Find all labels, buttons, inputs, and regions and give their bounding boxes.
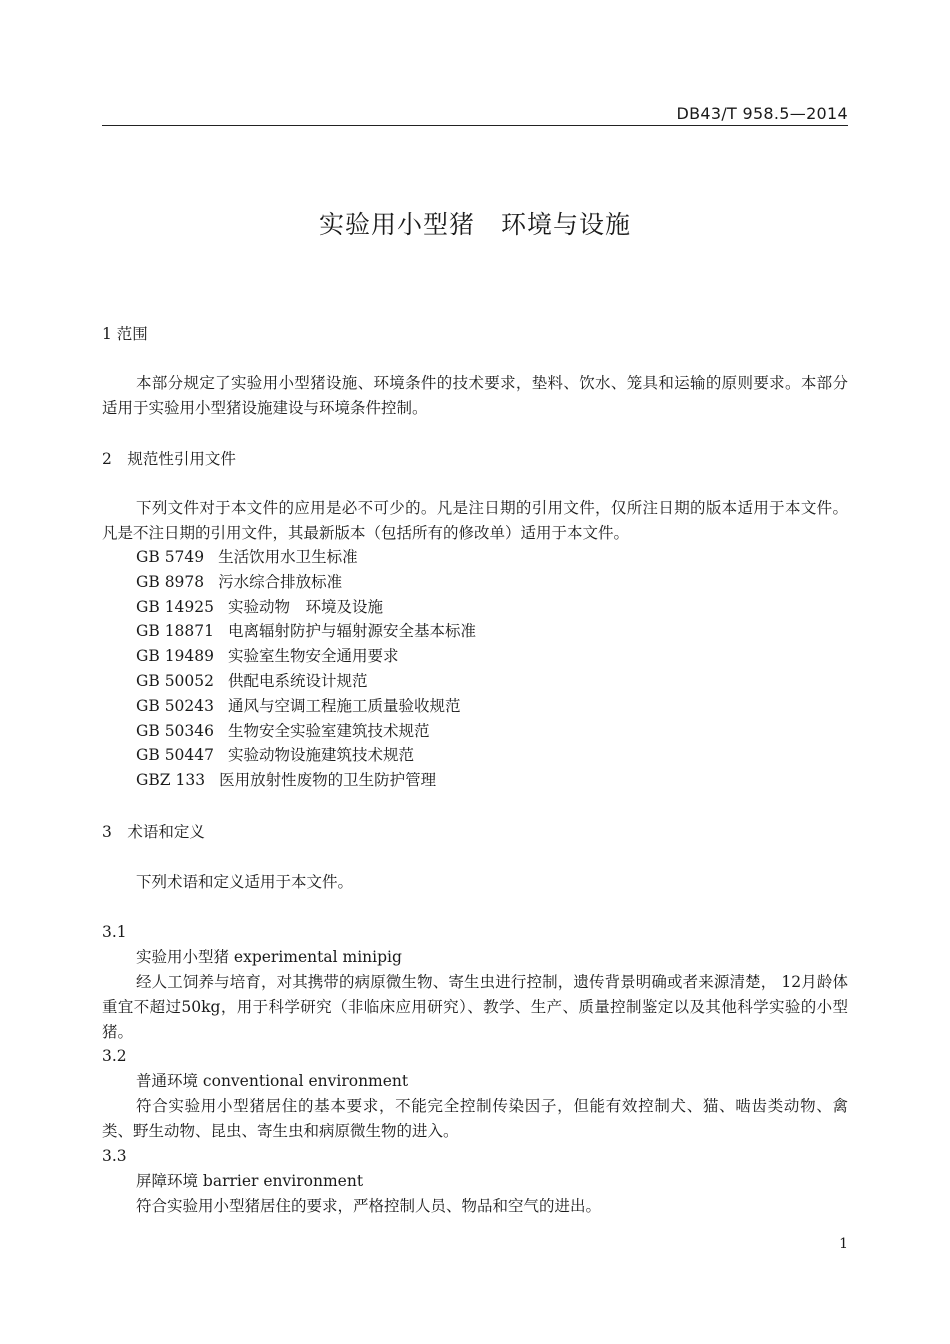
reference-title: 电离辐射防护与辐射源安全基本标准: [228, 622, 477, 641]
reference-title: 污水综合排放标准: [218, 572, 343, 591]
reference-title: 实验动物设施建筑技术规范: [228, 746, 415, 765]
reference-code: GB 50243: [136, 696, 215, 715]
reference-code: GB 14925: [136, 597, 215, 616]
reference-title: 通风与空调工程施工质量验收规范: [228, 696, 461, 715]
header-divider: [102, 125, 848, 126]
term-name: 实验用小型猪 experimental minipig: [136, 948, 402, 966]
document-title: 实验用小型猪 环境与设施: [318, 210, 631, 239]
reference-code: GB 18871: [136, 622, 215, 641]
term-definition: 符合实验用小型猪居住的要求，严格控制人员、物品和空气的进出。: [136, 1197, 602, 1215]
term-definition: 经人工饲养与培育，对其携带的病原微生物、寄生虫进行控制，遗传背景明确或者来源清楚， 12月龄体重宜不超过50kg，用于科学研究（非临床应用研究）、教学、生产、质量控制鉴定以及其他科学实验的小型猪。: [102, 973, 848, 1041]
term-number: 3.1: [102, 923, 127, 941]
reference-title: 实验动物 环境及设施: [228, 597, 384, 616]
reference-item: [136, 619, 476, 644]
section-1-body: 本部分规定了实验用小型猪设施、环境条件的技术要求，垫料、饮水、笼具和运输的原则要求。本部分适用于实验用小型猪设施建设与环境条件控制。: [102, 374, 848, 417]
reference-code: GB 50346: [136, 721, 215, 740]
reference-code: GB 5749: [136, 548, 205, 566]
reference-item: [136, 595, 476, 620]
term-number: 3.3: [102, 1147, 127, 1165]
reference-title: 生活饮用水卫生标准: [218, 548, 358, 566]
reference-code: GB 50447: [136, 746, 215, 765]
reference-item: [136, 694, 476, 719]
reference-code: GB 19489: [136, 647, 215, 666]
reference-code: GBZ 133: [136, 771, 206, 790]
term-name: 普通环境 conventional environment: [136, 1072, 409, 1090]
section-1-heading: 1 范围: [102, 325, 148, 343]
reference-item: [136, 719, 476, 744]
reference-code: GB 8978: [136, 572, 205, 591]
term-number: 3.2: [102, 1047, 127, 1065]
page-number: 1: [839, 1236, 848, 1252]
reference-item: [136, 570, 476, 595]
standard-code: DB43/T 958.5—2014: [676, 104, 848, 123]
reference-item: [136, 743, 476, 768]
reference-code: GB 50052: [136, 671, 215, 690]
reference-item: [136, 545, 476, 570]
normative-reference-list: [136, 545, 476, 793]
section-2-heading: 2 规范性引用文件: [102, 450, 236, 468]
reference-item: [136, 644, 476, 669]
reference-item: [136, 669, 476, 694]
section-2-body: 下列文件对于本文件的应用是必不可少的。凡是注日期的引用文件，仅所注日期的版本适用于本文件。凡是不注日期的引用文件，其最新版本（包括所有的修改单）适用于本文件。: [102, 499, 848, 542]
reference-title: 生物安全实验室建筑技术规范: [228, 721, 430, 740]
reference-title: 实验室生物安全通用要求: [228, 647, 399, 666]
reference-title: 医用放射性废物的卫生防护管理: [219, 771, 437, 790]
section-3-heading: 3 术语和定义: [102, 823, 205, 841]
reference-item: [136, 768, 476, 793]
term-name: 屏障环境 barrier environment: [136, 1172, 364, 1190]
reference-title: 供配电系统设计规范: [228, 671, 368, 690]
term-definition: 符合实验用小型猪居住的基本要求，不能完全控制传染因子，但能有效控制犬、猫、啮齿类动物、禽类、野生动物、昆虫、寄生虫和病原微生物的进入。: [102, 1097, 848, 1140]
section-3-intro: 下列术语和定义适用于本文件。: [136, 873, 354, 891]
